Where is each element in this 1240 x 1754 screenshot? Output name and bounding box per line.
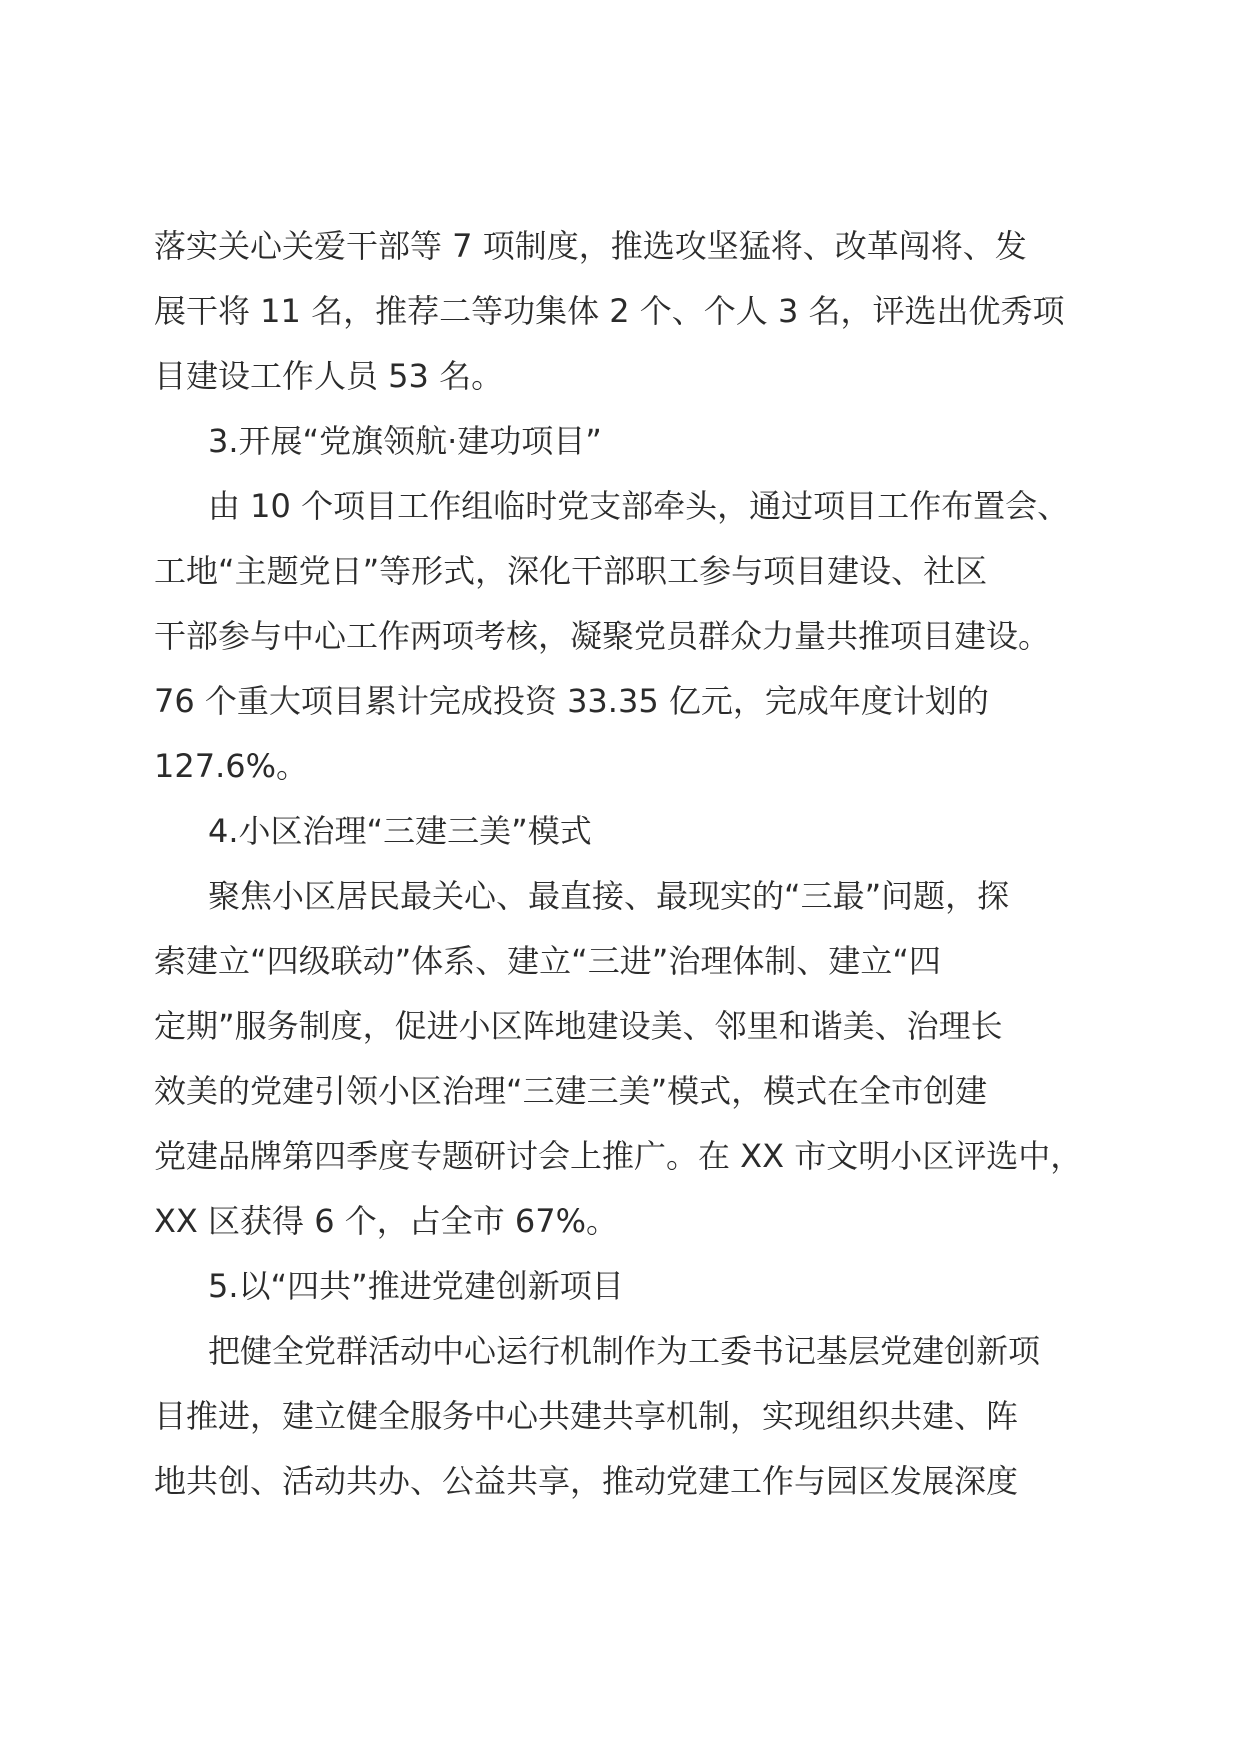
section-heading: 5.以“四共”推进党建创新项目 [208,1267,624,1305]
text-line: XX 区获得 6 个，占全市 67%。 [154,1202,619,1240]
text-line: 定期”服务制度，促进小区阵地建设美、邻里和谐美、治理长 [154,1007,1003,1045]
text-line: 工地“主题党日”等形式，深化干部职工参与项目建设、社区 [154,552,988,590]
paragraph-first-line: 由 10 个项目工作组临时党支部牵头，通过项目工作布置会、 [208,487,1070,525]
text-line: 效美的党建引领小区治理“三建三美”模式，模式在全市创建 [154,1072,988,1110]
text-line: 地共创、活动共办、公益共享，推动党建工作与园区发展深度 [154,1462,1019,1500]
text-line: 127.6%。 [154,747,309,785]
paragraph-first-line: 把健全党群活动中心运行机制作为工委书记基层党建创新项 [208,1332,1041,1370]
section-heading: 3.开展“党旗领航·建功项目” [208,422,602,460]
text-line: 党建品牌第四季度专题研讨会上推广。在 XX 市文明小区评选中， [154,1137,1083,1175]
text-line: 干部参与中心工作两项考核，凝聚党员群众力量共推项目建设。 [154,617,1051,655]
text-line: 目推进，建立健全服务中心共建共享机制，实现组织共建、阵 [154,1397,1019,1435]
text-line: 76 个重大项目累计完成投资 33.35 亿元，完成年度计划的 [154,682,989,720]
paragraph-first-line: 聚焦小区居民最关心、最直接、最现实的“三最”问题，探 [208,877,1010,915]
text-line: 展干将 11 名，推荐二等功集体 2 个、个人 3 名，评选出优秀项 [154,292,1065,330]
section-heading: 4.小区治理“三建三美”模式 [208,812,592,850]
body-text [154,214,1114,1514]
text-line: 落实关心关爱干部等 7 项制度，推选攻坚猛将、改革闯将、发 [154,227,1027,265]
text-line: 索建立“四级联动”体系、建立“三进”治理体制、建立“四 [154,942,941,980]
text-line: 目建设工作人员 53 名。 [154,357,504,395]
